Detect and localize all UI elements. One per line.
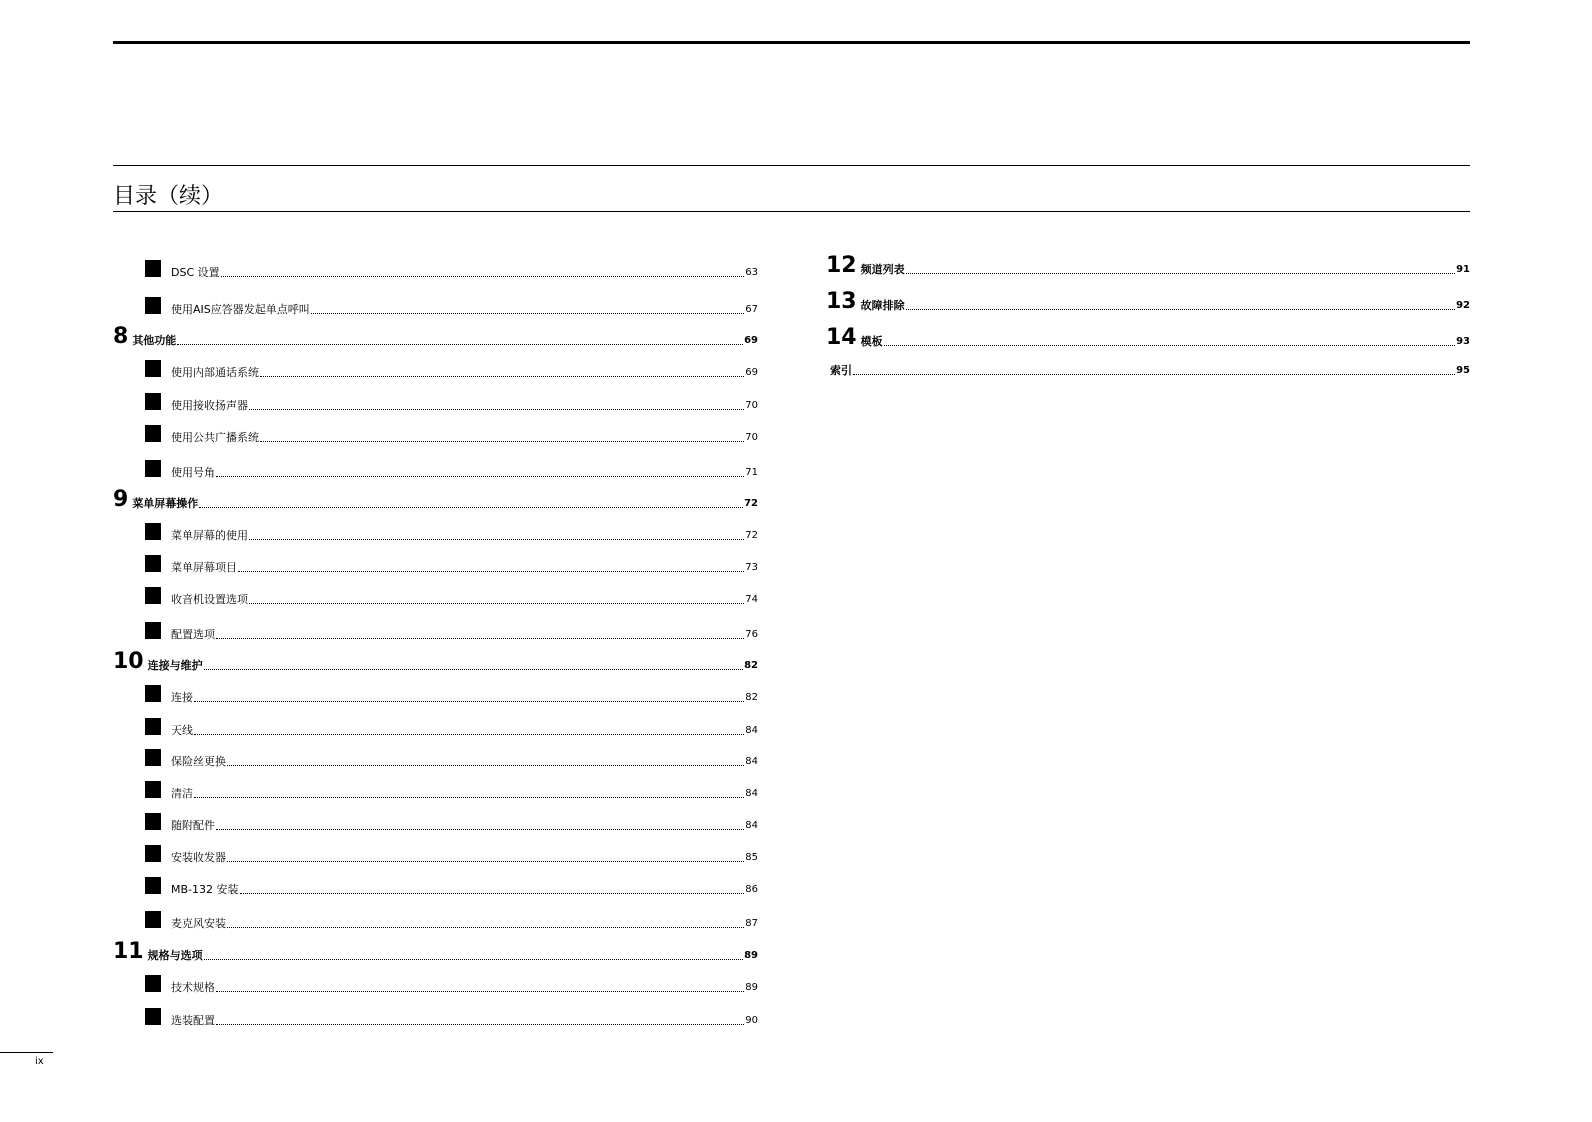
entry-page-number: 84 [745, 788, 758, 799]
toc-section-entry[interactable] [113, 552, 758, 576]
dot-leader [227, 860, 744, 862]
dot-leader [227, 926, 744, 928]
entry-label: 收音机设置选项 [171, 593, 248, 606]
entry-page-number: 86 [745, 884, 758, 895]
entry-label: 其他功能 [132, 334, 177, 347]
entry-page-number: 90 [745, 1015, 758, 1026]
toc-section-entry[interactable] [113, 457, 758, 481]
dot-leader [216, 828, 744, 830]
square-bullet-icon [145, 622, 161, 639]
toc-section-entry[interactable] [113, 842, 758, 866]
chapter-number: 12 [826, 253, 857, 278]
entry-label: 频道列表 [860, 263, 905, 276]
entry-label: 使用内部通话系统 [171, 366, 259, 379]
entry-page-number: 69 [745, 367, 758, 378]
header-rule [113, 41, 1470, 44]
square-bullet-icon [145, 749, 161, 766]
entry-label: 使用AIS应答器发起单点呼叫 [171, 303, 310, 316]
entry-page-number: 74 [745, 594, 758, 605]
chapter-number: 9 [113, 487, 129, 512]
dot-leader [199, 506, 743, 508]
entry-page-number: 70 [745, 432, 758, 443]
entry-page-number: 84 [745, 725, 758, 736]
square-bullet-icon [145, 845, 161, 862]
entry-label: 选装配置 [171, 1014, 215, 1027]
entry-label: 故障排除 [860, 299, 905, 312]
toc-section-entry[interactable] [113, 390, 758, 414]
entry-page-number: 67 [745, 304, 758, 315]
entry-page-number: 92 [1456, 300, 1470, 311]
entry-label: 连接 [171, 691, 193, 704]
toc-section-entry[interactable] [113, 682, 758, 706]
square-bullet-icon [145, 1008, 161, 1025]
square-bullet-icon [145, 975, 161, 992]
entry-page-number: 89 [744, 950, 758, 961]
entry-page-number: 82 [744, 660, 758, 671]
square-bullet-icon [145, 877, 161, 894]
entry-label: 使用号角 [171, 466, 215, 479]
entry-page-number: 70 [745, 400, 758, 411]
toc-section-entry[interactable] [113, 972, 758, 996]
toc-section-entry[interactable] [113, 810, 758, 834]
entry-page-number: 82 [745, 692, 758, 703]
entry-label: 菜单屏幕项目 [171, 561, 237, 574]
dot-leader [216, 475, 744, 477]
square-bullet-icon [145, 781, 161, 798]
dot-leader [238, 570, 744, 572]
entry-page-number: 87 [745, 918, 758, 929]
square-bullet-icon [145, 360, 161, 377]
square-bullet-icon [145, 260, 161, 277]
dot-leader [194, 796, 744, 798]
toc-section-entry[interactable] [113, 1005, 758, 1029]
chapter-number: 13 [826, 289, 857, 314]
entry-page-number: 85 [745, 852, 758, 863]
title-underline [113, 211, 1470, 212]
entry-label: 使用公共广播系统 [171, 431, 259, 444]
toc-chapter-entry[interactable] [826, 326, 1470, 350]
dot-leader [227, 764, 744, 766]
square-bullet-icon [145, 555, 161, 572]
toc-chapter-entry[interactable] [826, 290, 1470, 314]
chapter-number: 8 [113, 324, 129, 349]
square-bullet-icon [145, 911, 161, 928]
entry-page-number: 76 [745, 629, 758, 640]
dot-leader [216, 1023, 744, 1025]
entry-page-number: 71 [745, 467, 758, 478]
toc-section-entry[interactable] [113, 778, 758, 802]
square-bullet-icon [145, 685, 161, 702]
entry-page-number: 89 [745, 982, 758, 993]
dot-leader [853, 373, 1455, 375]
entry-label: 菜单屏幕操作 [132, 497, 199, 510]
square-bullet-icon [145, 297, 161, 314]
dot-leader [249, 602, 744, 604]
entry-page-number: 69 [744, 335, 758, 346]
dot-leader [906, 308, 1455, 310]
toc-chapter-entry[interactable] [113, 650, 758, 674]
chapter-number: 14 [826, 325, 857, 350]
entry-label: 规格与选项 [147, 949, 203, 962]
toc-section-entry[interactable] [113, 874, 758, 898]
entry-label: 保险丝更换 [171, 755, 226, 768]
square-bullet-icon [145, 813, 161, 830]
toc-chapter-entry[interactable] [113, 940, 758, 964]
toc-chapter-entry[interactable] [826, 254, 1470, 278]
dot-leader [204, 668, 743, 670]
toc-section-entry[interactable] [113, 422, 758, 446]
dot-leader [260, 375, 744, 377]
toc-section-entry[interactable] [113, 584, 758, 608]
square-bullet-icon [145, 393, 161, 410]
square-bullet-icon [145, 523, 161, 540]
entry-label: 安装收发器 [171, 851, 226, 864]
entry-page-number: 84 [745, 756, 758, 767]
entry-label: 清洁 [171, 787, 193, 800]
entry-page-number: 72 [744, 498, 758, 509]
toc-chapter-entry[interactable] [113, 325, 758, 349]
dot-leader [311, 312, 745, 314]
entry-page-number: 95 [1456, 365, 1470, 376]
entry-page-number: 93 [1456, 336, 1470, 347]
entry-page-number: 91 [1456, 264, 1470, 275]
dot-leader [194, 733, 744, 735]
entry-page-number: 73 [745, 562, 758, 573]
entry-label: 模板 [860, 335, 883, 348]
dot-leader [249, 408, 744, 410]
entry-page-number: 63 [745, 267, 758, 278]
page-title: 目录（续） [113, 184, 224, 209]
chapter-number: 10 [113, 649, 144, 674]
dot-leader [216, 990, 744, 992]
chapter-number: 11 [113, 939, 144, 964]
dot-leader [249, 538, 744, 540]
entry-label: 配置选项 [171, 628, 215, 641]
toc-section-entry[interactable] [113, 520, 758, 544]
toc-section-entry[interactable] [113, 715, 758, 739]
dot-leader [240, 892, 745, 894]
entry-label: 菜单屏幕的使用 [171, 529, 248, 542]
dot-leader [221, 275, 745, 277]
toc-section-entry[interactable] [113, 357, 758, 381]
dot-leader [204, 958, 743, 960]
toc-section-entry[interactable] [113, 294, 758, 318]
entry-label: 天线 [171, 724, 193, 737]
entry-page-number: 72 [745, 530, 758, 541]
dot-leader [177, 343, 743, 345]
section-divider [113, 165, 1470, 166]
page-number: ix [35, 1056, 44, 1067]
entry-label: 连接与维护 [147, 659, 203, 672]
square-bullet-icon [145, 460, 161, 477]
entry-label: 随附配件 [171, 819, 215, 832]
dot-leader [216, 637, 744, 639]
square-bullet-icon [145, 718, 161, 735]
entry-label: 麦克风安装 [171, 917, 226, 930]
square-bullet-icon [145, 425, 161, 442]
entry-page-number: 84 [745, 820, 758, 831]
toc-section-entry[interactable] [113, 619, 758, 643]
entry-label: 使用接收扬声器 [171, 399, 248, 412]
dot-leader [194, 700, 744, 702]
entry-label: MB-132 安装 [171, 883, 239, 896]
square-bullet-icon [145, 587, 161, 604]
toc-section-entry[interactable] [113, 746, 758, 770]
toc-section-entry[interactable] [113, 257, 758, 281]
dot-leader [906, 272, 1455, 274]
entry-label: DSC 设置 [171, 266, 220, 279]
dot-leader [260, 440, 744, 442]
toc-chapter-entry[interactable] [113, 488, 758, 512]
entry-label: 索引 [830, 364, 852, 377]
toc-chapter-entry[interactable] [826, 355, 1470, 379]
footer-rule [0, 1052, 53, 1053]
entry-label: 技术规格 [171, 981, 215, 994]
dot-leader [884, 344, 1455, 346]
toc-section-entry[interactable] [113, 908, 758, 932]
